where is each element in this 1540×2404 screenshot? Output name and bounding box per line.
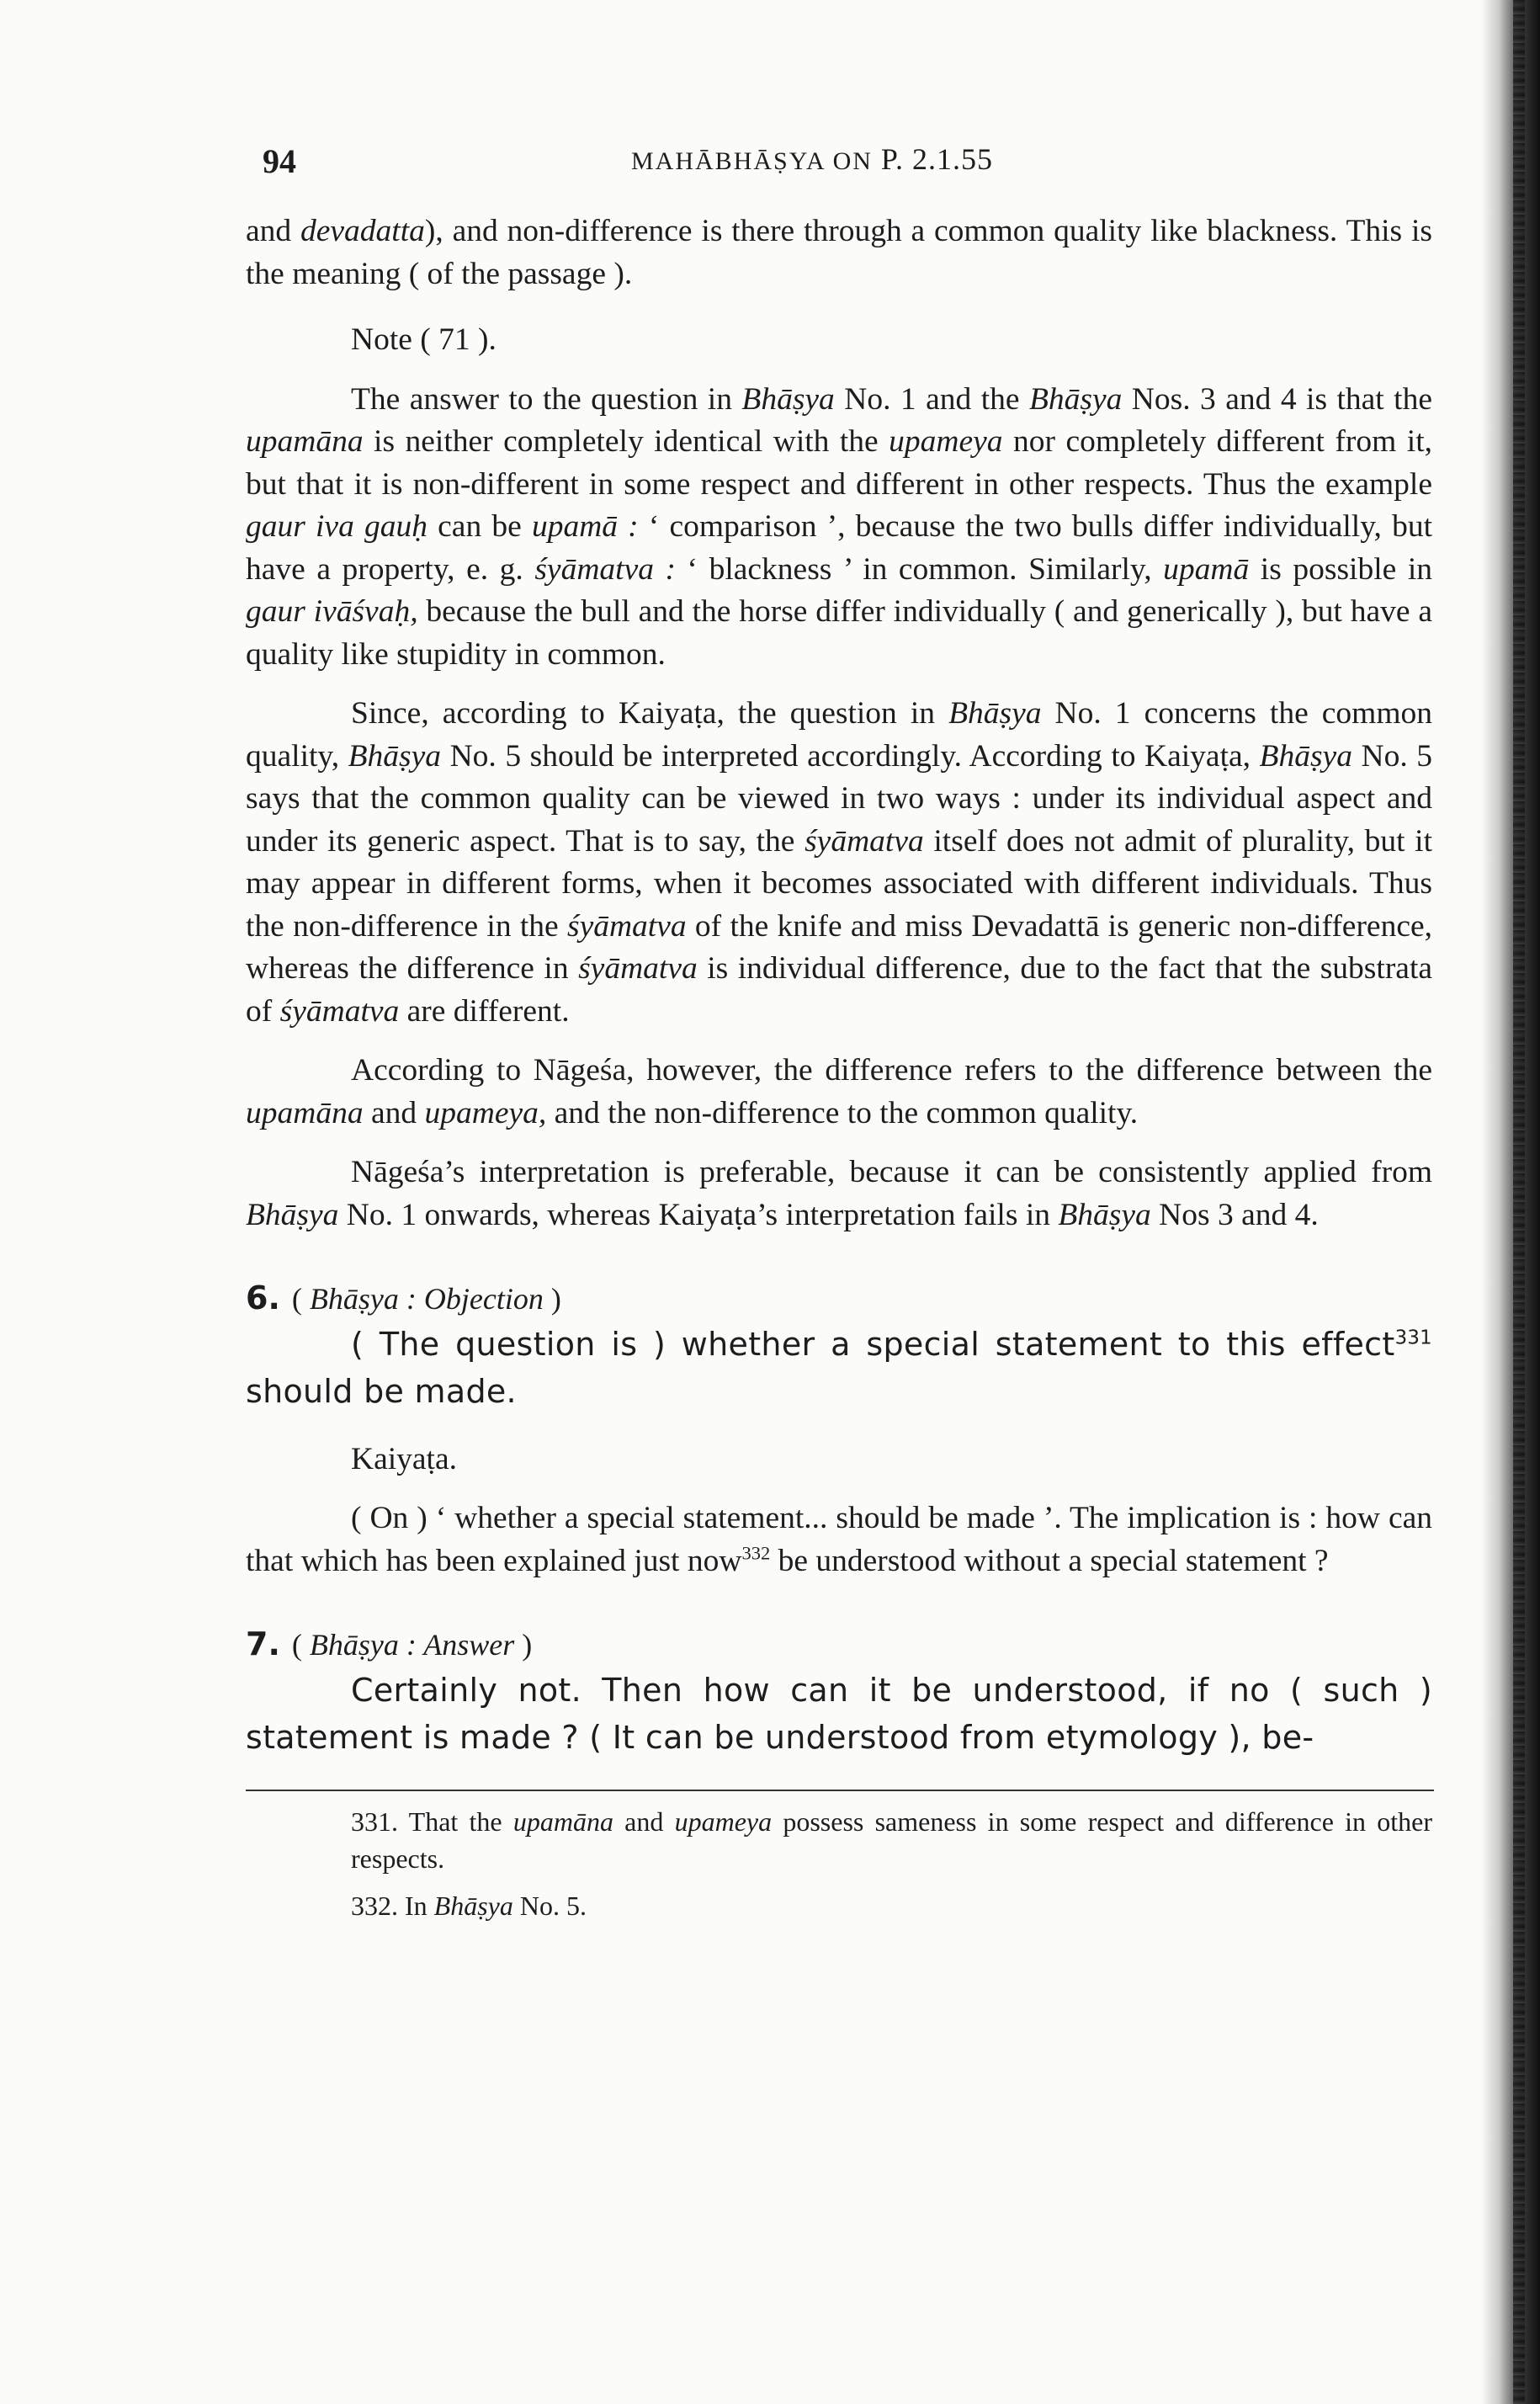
paragraph-kaiyata-view: Since, according to Kaiyaṭa, the question in Bhāṣya No. 1 concerns the common quality, Bhāṣya No. 5 should be interpreted accordingly. According to Kaiyaṭa, Bhāṣya No. 5 says that the common quality can be viewed in two ways : under its individual aspect and under its generic aspect. That is to say, the śyāmatva itself does not admit of plurality, but it may appear in different forms, when it becomes associated with different individuals. Thus the non-difference in the śyāmatva of the knife and miss Devadattā is generic non-difference, whereas the difference in śyāmatva is individual difference, due to the fact that the substrata of śyāmatva are different. bbox=[246, 696, 1433, 1029]
page-body bbox=[246, 210, 1432, 1924]
section-7-bhasya: Certainly not. Then how can it be understood, if no ( such ) statement is made ? ( It can be understood from etymology ), be- bbox=[246, 1671, 1432, 1756]
footnote-331: 331. That the upamāna and upameya possess sameness in some respect and difference in other respects. bbox=[351, 1806, 1433, 1874]
page-gutter-shadow bbox=[1481, 0, 1540, 2404]
section-6-bhasya: ( The question is ) whether a special statement to this effect$^{331}$ should be made. bbox=[246, 1325, 1432, 1410]
kaiyata-commentary: ( On ) ‘ whether a special statement... should be made ’. The implication is : how can that which has been explained just now$^{332}$ be understood without a special statement ? bbox=[246, 1501, 1432, 1578]
paragraph-answer: The answer to the question in Bhāṣya No. 1 and the Bhāṣya Nos. 3 and 4 is that the upamāna is neither completely identical with the upameya nor completely different from it, but that it is non-different in some respect and different in other respects. Thus the example gaur iva gauḥ can be upamā : ‘ comparison ’, because the two bulls differ individually, but have a property, e. g. śyāmatva : ‘ blackness ’ in common. Similarly, upamā is possible in gaur ivāśvaḥ, because the bull and the horse differ individually ( and generically ), but have a quality like stupidity in common. bbox=[246, 381, 1432, 672]
kaiyata-label: Kaiyaṭa. bbox=[351, 1441, 457, 1476]
section-7-heading: 7. ( Bhāṣya : Answer ) bbox=[246, 1625, 533, 1662]
footnotes bbox=[246, 1803, 1432, 1924]
note-label: Note ( 71 ). bbox=[351, 322, 497, 357]
section-6-heading: 6. ( Bhāṣya : Objection ) bbox=[246, 1279, 561, 1316]
page-number: 94 bbox=[263, 142, 296, 180]
paragraph-preference: Nāgeśa’s interpretation is preferable, because it can be consistently applied from Bhāṣya No. 1 onwards, whereas Kaiyaṭa’s interpretation fails in Bhāṣya Nos 3 and 4. bbox=[246, 1155, 1432, 1232]
binding-edge bbox=[1513, 0, 1525, 2404]
page-header bbox=[244, 141, 1435, 192]
running-head: MAHĀBHĀṢYA ON P. 2.1.55 bbox=[631, 142, 993, 176]
footnote-rule bbox=[246, 1790, 1434, 1791]
paragraph-continued: and devadatta), and non-difference is there through a common quality like blackness. This is the meaning ( of the passage ). bbox=[246, 214, 1432, 291]
footnote-332: 332. In Bhāṣya No. 5. bbox=[351, 1890, 587, 1921]
paragraph-nagesa-view: According to Nāgeśa, however, the difference refers to the difference between the upamāna and upameya, and the non-difference to the common quality. bbox=[246, 1053, 1432, 1130]
